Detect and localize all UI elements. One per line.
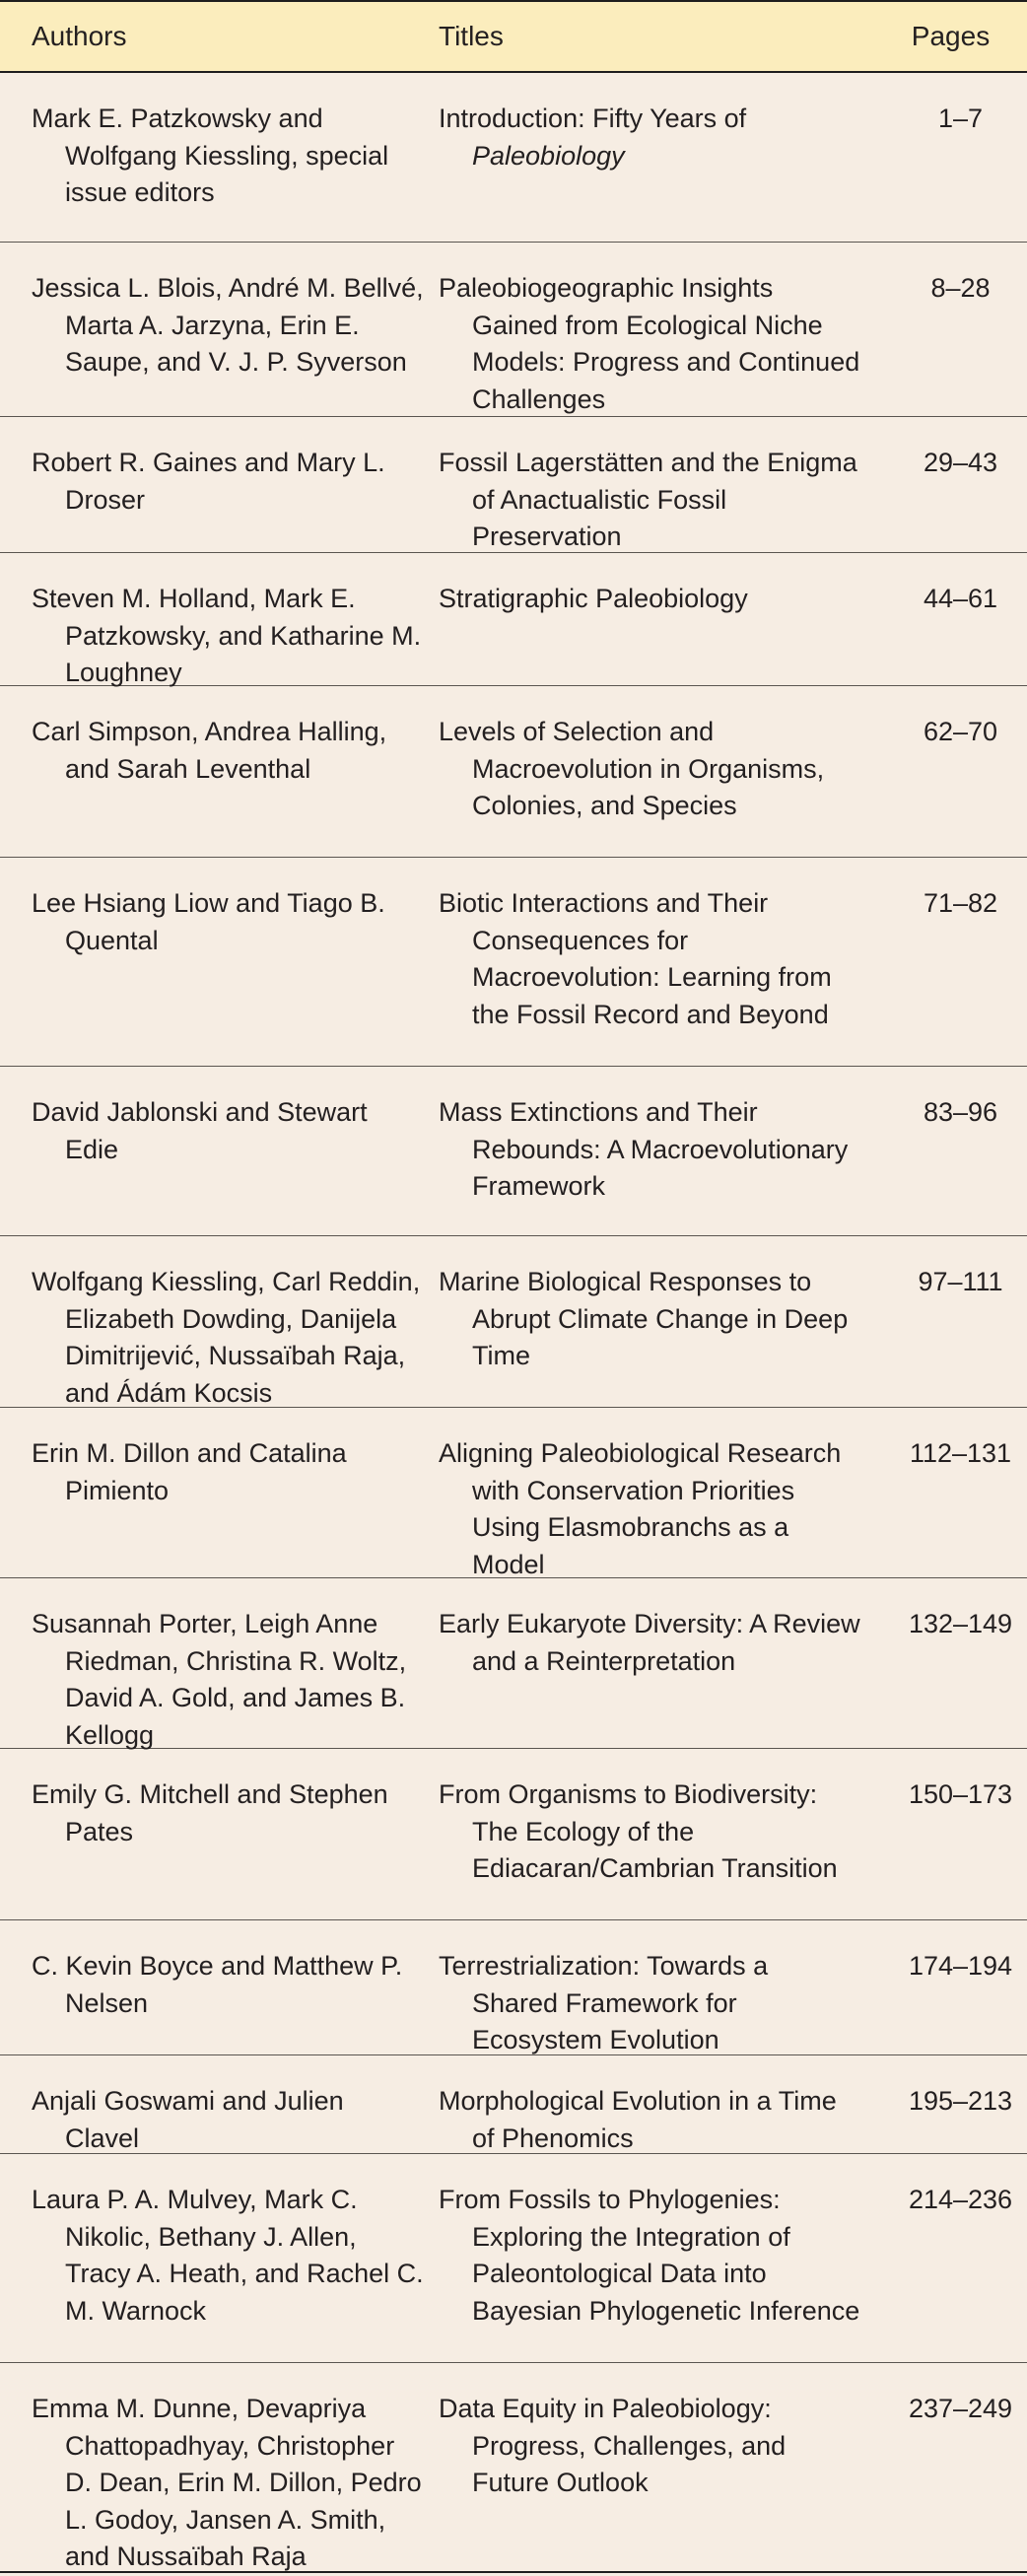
row-title: Stratigraphic Paleobiology bbox=[439, 584, 748, 613]
row-authors: Mark E. Patzkowsky and Wolfgang Kiessling, special issue editors bbox=[32, 104, 389, 207]
row-title: Early Eukaryote Diversity: A Review and a Reinterpretation bbox=[439, 1609, 860, 1676]
table-row bbox=[0, 243, 1027, 417]
row-title: Marine Biological Responses to Abrupt Climate Change in Deep Time bbox=[439, 1267, 849, 1370]
row-authors: Steven M. Holland, Mark E. Patzkowsky, and Katharine M. Loughney bbox=[32, 584, 422, 687]
row-authors: Wolfgang Kiessling, Carl Reddin, Elizabeth Dowding, Danijela Dimitrijević, Nussaïbah Raja, and Ádám Kocsis bbox=[32, 1267, 421, 1408]
row-pages: 44–61 bbox=[923, 584, 998, 613]
table-row bbox=[0, 417, 1027, 553]
table-row bbox=[0, 1578, 1027, 1749]
header-pages: Pages bbox=[911, 21, 991, 51]
row-title: Levels of Selection and Macroevolution in Organisms, Colonies, and Species bbox=[439, 717, 825, 820]
row-pages: 150–173 bbox=[908, 1779, 1013, 1809]
row-authors: Carl Simpson, Andrea Halling, and Sarah Leventhal bbox=[32, 717, 387, 784]
row-authors: Laura P. A. Mulvey, Mark C. Nikolic, Bethany J. Allen, Tracy A. Heath, and Rachel C. M. Warnock bbox=[32, 2185, 424, 2326]
table-header bbox=[0, 2, 1027, 73]
row-pages: 112–131 bbox=[909, 1438, 1012, 1468]
row-pages: 237–249 bbox=[908, 2394, 1013, 2423]
table-row bbox=[0, 858, 1027, 1067]
table-row bbox=[0, 553, 1027, 686]
row-title: Data Equity in Paleobiology: Progress, Challenges, and Future Outlook bbox=[439, 2394, 787, 2497]
table-row bbox=[0, 2154, 1027, 2363]
row-pages: 83–96 bbox=[923, 1097, 998, 1127]
row-title: Terrestrialization: Towards a Shared Framework for Ecosystem Evolution bbox=[439, 1951, 769, 2054]
row-authors: Emily G. Mitchell and Stephen Pates bbox=[32, 1779, 388, 1846]
row-title: Biotic Interactions and Their Consequences for Macroevolution: Learning from the Fossil Record and Beyond bbox=[439, 888, 832, 1029]
table-row bbox=[0, 1408, 1027, 1578]
row-title: From Fossils to Phylogenies: Exploring the Integration of Paleontological Data into Bayesian Phylogenetic Inference bbox=[439, 2185, 860, 2326]
table-row bbox=[0, 1236, 1027, 1408]
table-row bbox=[0, 73, 1027, 243]
row-authors: Lee Hsiang Liow and Tiago B. Quental bbox=[32, 888, 385, 955]
header-titles: Titles bbox=[439, 21, 504, 51]
row-title: Fossil Lagerstätten and the Enigma of Anactualistic Fossil Preservation bbox=[439, 448, 857, 551]
row-authors: Anjali Goswami and Julien Clavel bbox=[32, 2086, 344, 2153]
table-row bbox=[0, 686, 1027, 858]
row-pages: 29–43 bbox=[923, 448, 998, 477]
row-authors: Emma M. Dunne, Devapriya Chattopadhyay, Christopher D. Dean, Erin M. Dillon, Pedro L. Godoy, Jansen A. Smith, and Nussaïbah Raja bbox=[32, 2394, 422, 2571]
row-title: Paleobiogeographic Insights Gained from Ecological Niche Models: Progress and Continued Challenges bbox=[439, 273, 860, 414]
journal-name-italic: Paleobiology bbox=[472, 140, 625, 171]
row-pages: 1–7 bbox=[937, 104, 984, 133]
row-title: From Organisms to Biodiversity: The Ecology of the Ediacaran/Cambrian Transition bbox=[439, 1779, 838, 1883]
row-title: Aligning Paleobiological Research with Conservation Priorities Using Elasmobranchs as a Model bbox=[439, 1438, 842, 1579]
header-authors: Authors bbox=[32, 21, 127, 51]
table-row bbox=[0, 1067, 1027, 1236]
row-pages: 195–213 bbox=[908, 2086, 1013, 2116]
table-row bbox=[0, 2363, 1027, 2573]
row-pages: 71–82 bbox=[923, 888, 998, 918]
row-authors: Jessica L. Blois, André M. Bellvé, Marta A. Jarzyna, Erin E. Saupe, and V. J. P. Syverson bbox=[32, 273, 424, 377]
row-authors: Erin M. Dillon and Catalina Pimiento bbox=[32, 1438, 347, 1505]
row-pages: 214–236 bbox=[908, 2185, 1013, 2214]
row-title: Introduction: Fifty Years of Paleobiology bbox=[439, 104, 747, 171]
row-authors: C. Kevin Boyce and Matthew P. Nelsen bbox=[32, 1951, 403, 2018]
row-pages: 8–28 bbox=[930, 273, 991, 303]
table-row bbox=[0, 1749, 1027, 1920]
row-pages: 132–149 bbox=[908, 1609, 1013, 1638]
row-pages: 174–194 bbox=[908, 1951, 1013, 1981]
row-title: Mass Extinctions and Their Rebounds: A Macroevolutionary Framework bbox=[439, 1097, 849, 1201]
table-row bbox=[0, 1920, 1027, 2055]
row-authors: David Jablonski and Stewart Edie bbox=[32, 1097, 368, 1164]
row-pages: 97–111 bbox=[918, 1267, 1003, 1296]
row-pages: 62–70 bbox=[923, 717, 998, 746]
row-title: Morphological Evolution in a Time of Phenomics bbox=[439, 2086, 837, 2153]
table-row bbox=[0, 2055, 1027, 2154]
row-authors: Susannah Porter, Leigh Anne Riedman, Christina R. Woltz, David A. Gold, and James B. Kellogg bbox=[32, 1609, 407, 1750]
row-authors: Robert R. Gaines and Mary L. Droser bbox=[32, 448, 385, 515]
